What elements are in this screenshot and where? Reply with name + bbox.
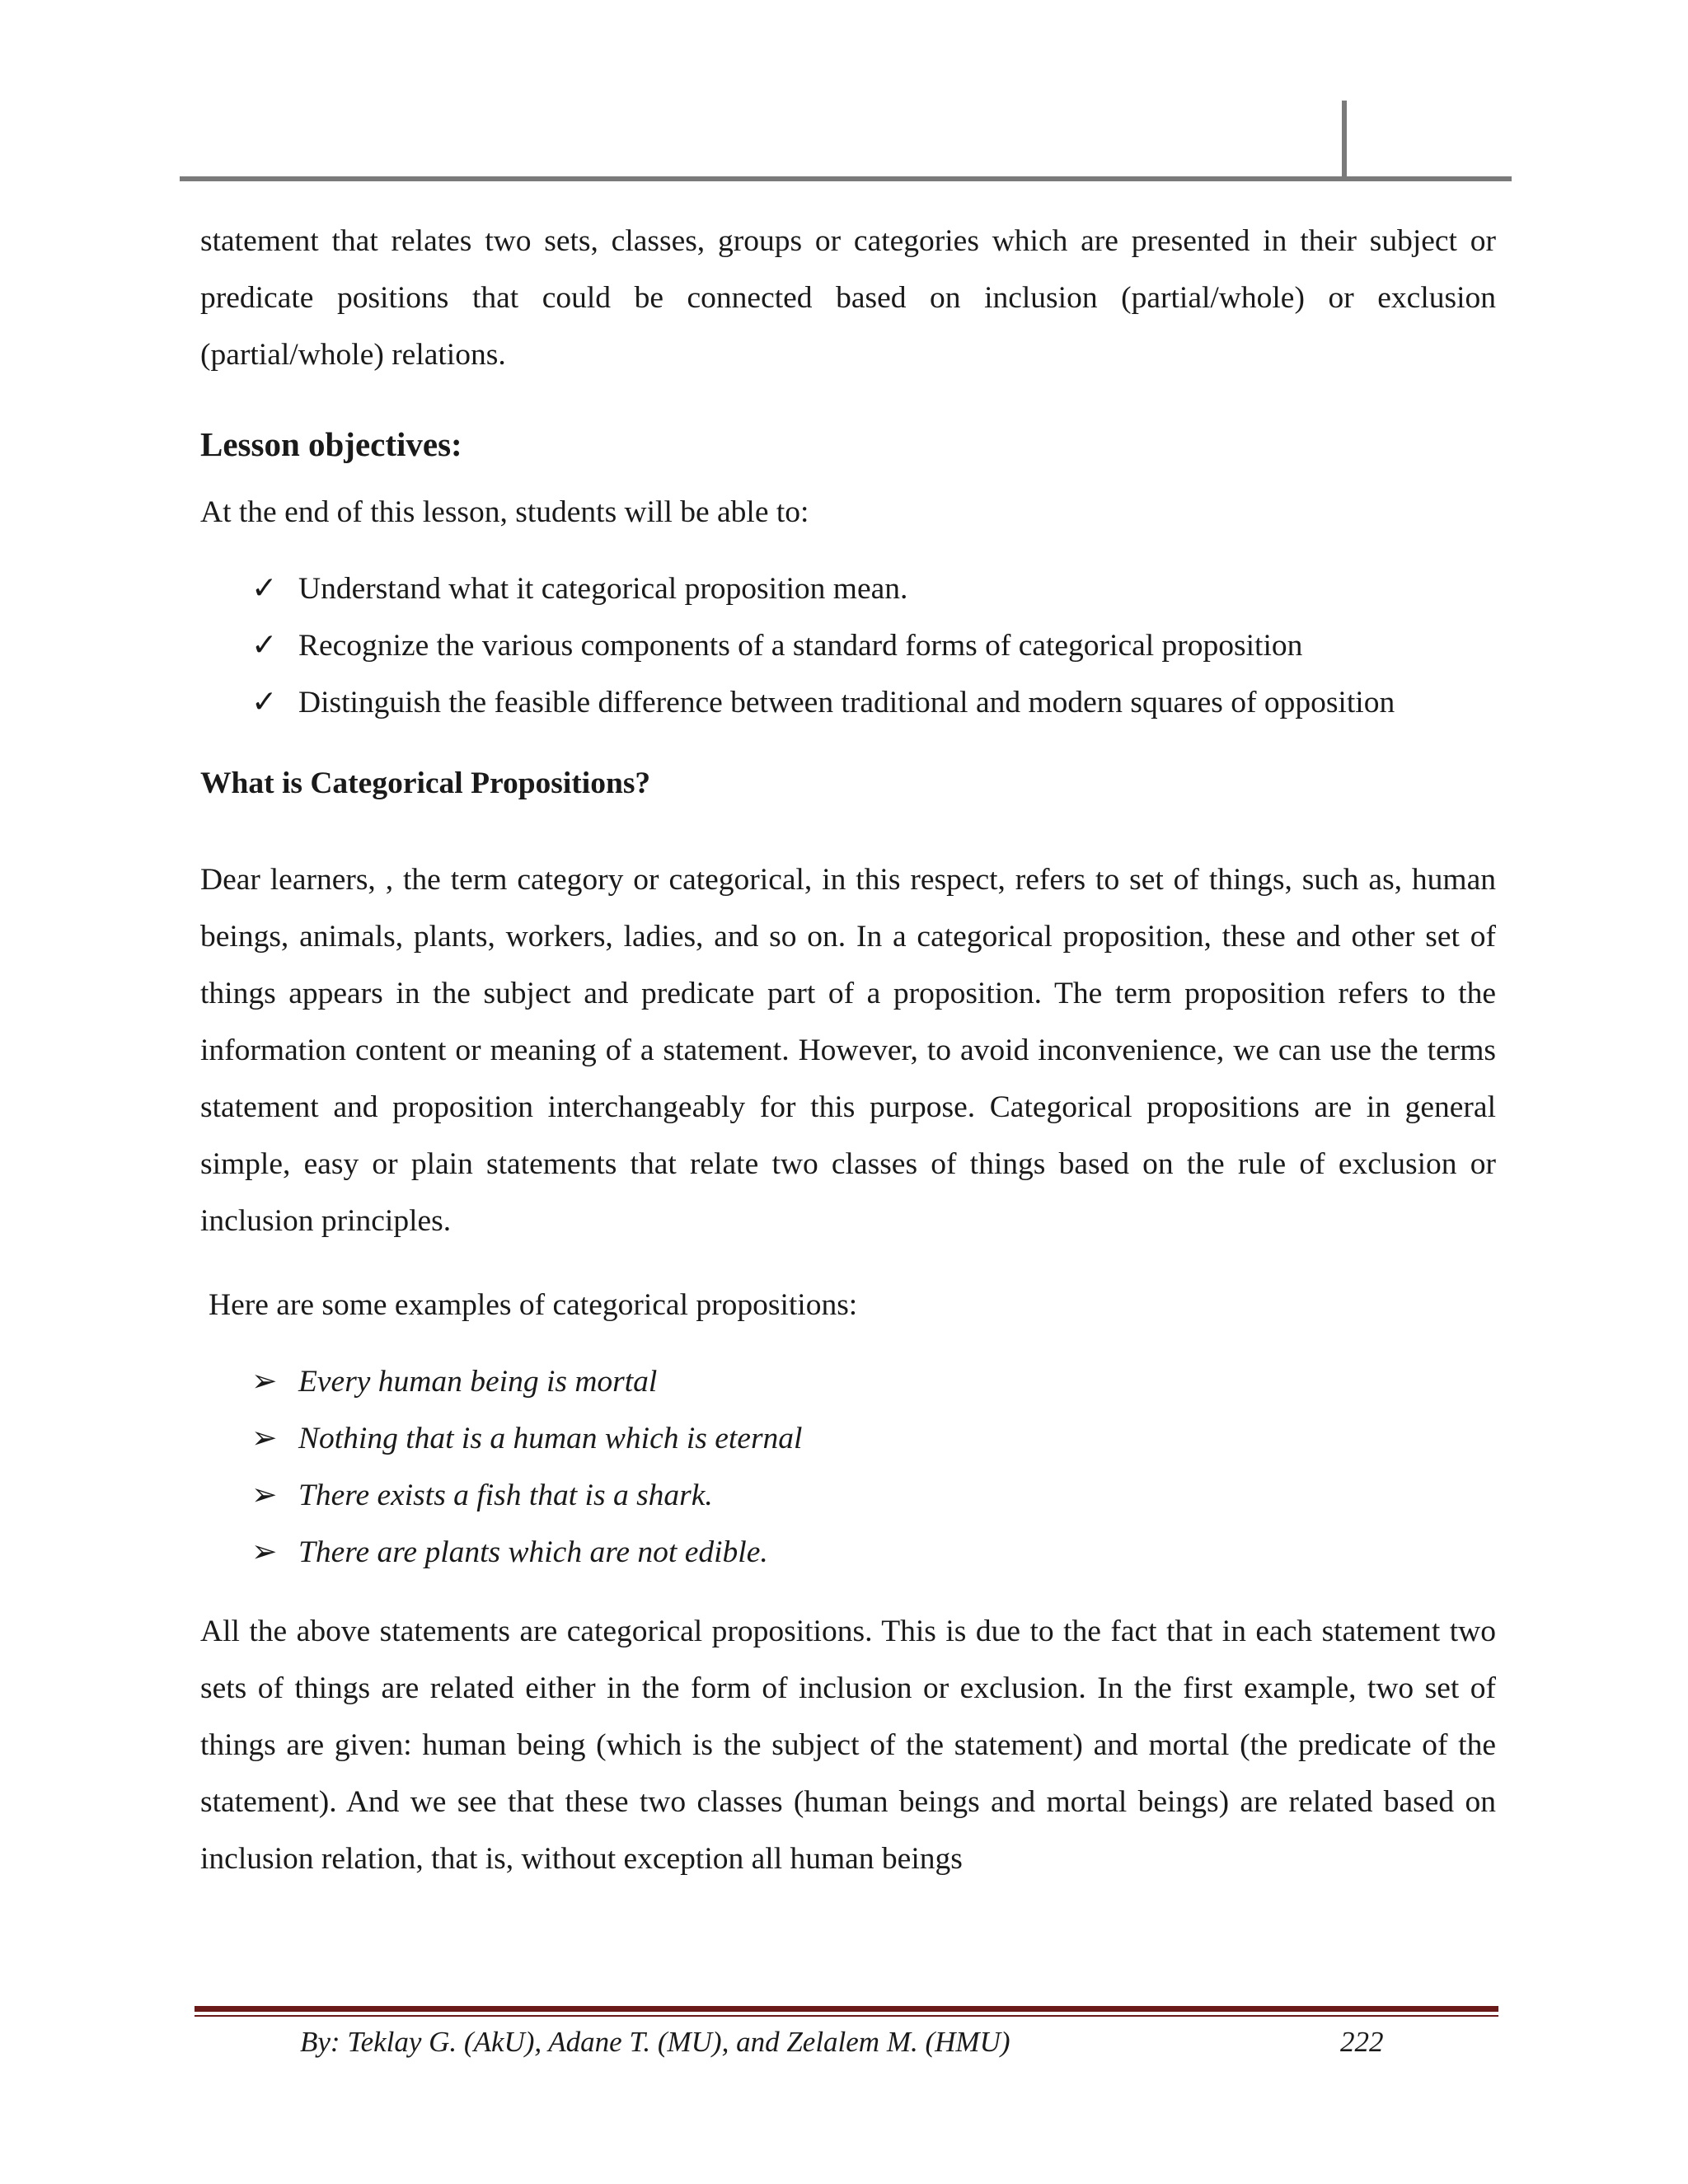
list-item [200,560,1496,617]
example-text: Every human being is mortal [298,1365,658,1399]
closing-paragraph: All the above statements are categorical propositions. This is due to the fact that in each statement two sets of things are related either in the form of inclusion or exclusion. In the first example, two set of things are given: human being (which is the subject of the statement) and mortal (the predicate of the statement). And we see that these two classes (human beings and mortal beings) are related based on inclusion relation, that is, without exception all human beings [200,1615,1496,1876]
list-item [200,1353,1496,1410]
objectives-list [200,560,1496,731]
arrow-bullet-icon: ➢ [251,1535,278,1569]
objective-text: Understand what it categorical proposition mean. [298,572,908,606]
arrow-bullet-icon: ➢ [251,1479,278,1512]
section-paragraph: Dear learners, , the term category or categorical, in this respect, refers to set of things, such as, human beings, animals, plants, workers, ladies, and so on. In a categorical proposition, these and other set of things appears in the subject and predicate part of a proposition. The term proposition refers to the information content or meaning of a statement. However, to avoid inconvenience, we can use the terms statement and proposition interchangeably for this purpose. Categorical propositions are in general simple, easy or plain statements that relate two classes of things based on the rule of exclusion or inclusion principles. [200,863,1496,1238]
example-text: There are plants which are not edible. [298,1535,768,1569]
footer-rule [195,2006,1498,2012]
arrow-bullet-icon: ➢ [251,1365,278,1399]
header-divider-tick [1342,101,1347,180]
footer-authors: By: Teklay G. (AkU), Adane T. (MU), and Zelalem M. (HMU) [300,2026,1010,2058]
lesson-objectives-lead: At the end of this lesson, students will be able to: [200,495,809,529]
examples-lead: Here are some examples of categorical propositions: [209,1288,858,1322]
examples-list [200,1353,1496,1581]
section-heading: What is Categorical Propositions? [200,766,651,800]
example-text: Nothing that is a human which is eternal [298,1422,803,1455]
list-item [200,674,1496,731]
list-item [200,1410,1496,1467]
checkmark-icon: ✓ [251,572,278,606]
objective-text: Recognize the various components of a standard forms of categorical proposition [298,629,1303,663]
checkmark-icon: ✓ [251,629,278,663]
intro-paragraph: statement that relates two sets, classes, groups or categories which are presented in their subject or predicate positions that could be connected based on inclusion (partial/whole) or exclusion (partial/whole) relations. [200,224,1496,372]
list-item [200,1467,1496,1524]
example-text: There exists a fish that is a shark. [298,1479,713,1512]
page-number: 222 [1340,2026,1384,2058]
footer-rule-thin [195,2015,1498,2017]
header-rule [180,176,1512,181]
checkmark-icon: ✓ [251,686,278,719]
list-item [200,1524,1496,1581]
lesson-objectives-heading: Lesson objectives: [200,425,462,463]
list-item [200,617,1496,674]
objective-text: Distinguish the feasible difference between traditional and modern squares of opposition [298,686,1395,719]
page-content [200,213,1496,1887]
arrow-bullet-icon: ➢ [251,1422,278,1455]
